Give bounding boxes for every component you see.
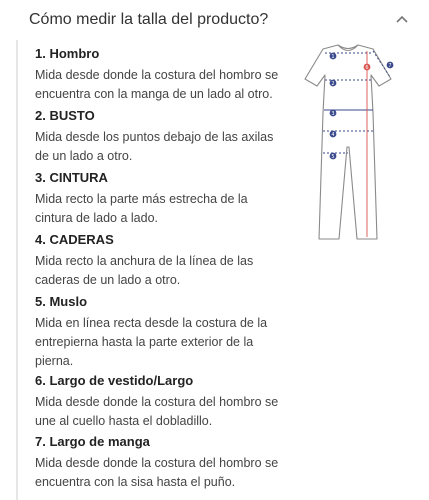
svg-text:2: 2 [331, 81, 335, 88]
section-title: 6. Largo de vestido/Largo [35, 373, 194, 388]
section-description: Mida recto la anchura de la línea de las caderas de un lado a otro. [35, 254, 254, 287]
section-shoulder [35, 46, 285, 104]
jumpsuit-outline [305, 45, 391, 239]
svg-text:6: 6 [365, 65, 369, 72]
section-thigh [35, 294, 285, 371]
section-bust [35, 108, 285, 166]
section-length [35, 373, 285, 431]
section-title: 4. CADERAS [35, 232, 114, 247]
svg-text:3: 3 [331, 111, 335, 118]
section-title: 3. CINTURA [35, 170, 108, 185]
section-sleeve-length [35, 434, 285, 492]
size-guide-title: Cómo medir la talla del producto? [29, 11, 269, 28]
svg-text:4: 4 [331, 132, 335, 139]
svg-text:1: 1 [331, 54, 335, 61]
section-description: Mida desde los puntos debajo de las axilas de un lado a otro. [35, 130, 274, 163]
section-hips [35, 232, 285, 290]
section-description: Mida desde donde la costura del hombro se encuentra con la sisa hasta el puño. [35, 456, 279, 489]
section-title: 2. BUSTO [35, 108, 95, 123]
section-title: 7. Largo de manga [35, 434, 150, 449]
svg-text:5: 5 [331, 154, 335, 161]
content-left-rule [16, 40, 18, 500]
section-title: 1. Hombro [35, 46, 100, 61]
section-description: Mida en línea recta desde la costura de la entrepierna hasta la parte exterior de la pierna. [35, 316, 268, 368]
section-description: Mida recto la parte más estrecha de la cintura de lado a lado. [35, 192, 248, 225]
section-description: Mida desde donde la costura del hombro se une al cuello hasta el dobladillo. [35, 395, 279, 428]
jumpsuit-measurement-diagram [293, 43, 403, 243]
chevron-up-icon[interactable] [395, 12, 409, 26]
section-title: 5. Muslo [35, 294, 88, 309]
marker-7 [387, 62, 394, 70]
size-guide-header[interactable] [0, 0, 429, 40]
svg-text:7: 7 [388, 63, 392, 70]
section-waist [35, 170, 285, 228]
section-description: Mida desde donde la costura del hombro se encuentra con la manga de un lado al otro. [35, 68, 279, 101]
